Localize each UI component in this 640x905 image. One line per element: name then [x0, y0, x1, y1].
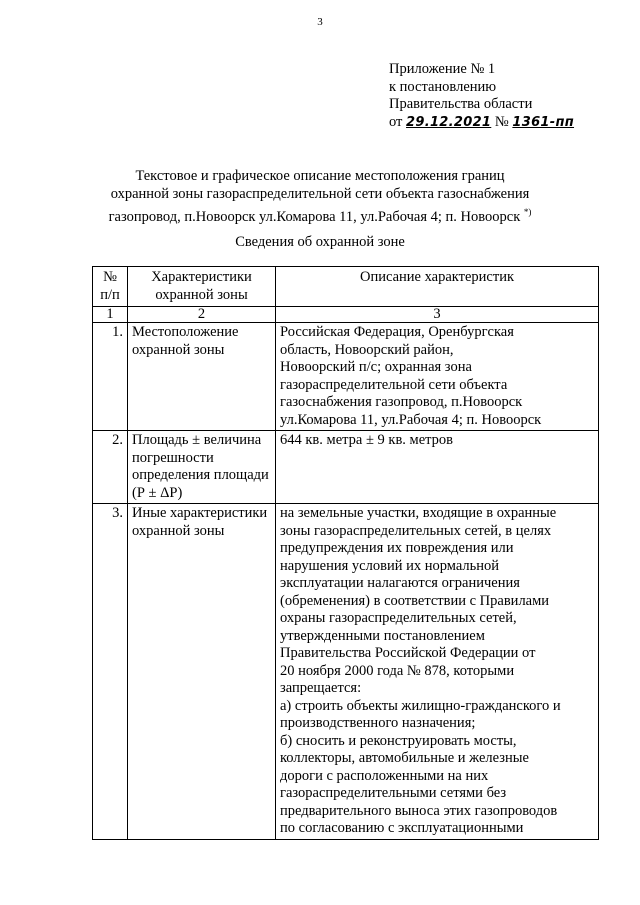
row-number: 1. — [93, 323, 128, 431]
page-number: 3 — [317, 16, 323, 28]
description-line: а) строить объекты жилищно-гражданского и — [280, 697, 561, 714]
description-line: нарушения условий их нормальной — [280, 557, 500, 574]
table-row — [93, 504, 599, 840]
footnote-mark: *) — [523, 207, 532, 217]
description-line: Правительства Российской Федерации от — [280, 645, 536, 661]
row-description — [276, 504, 599, 840]
title-line-2: охранной зоны газораспределительной сети объекта газоснабжения — [110, 186, 530, 202]
description-line: дороги с расположенными на них — [280, 767, 489, 784]
description-line: 20 ноября 2000 года № 878, которыми — [280, 662, 515, 679]
table-header-row — [93, 267, 599, 307]
appendix-line-3: Правительства области — [389, 96, 533, 112]
row-number: 2. — [93, 431, 128, 504]
description-line: газоснабжения газопровод, п.Новоорск — [280, 394, 523, 410]
description-line: охраны газораспределительных сетей, — [280, 610, 517, 626]
column-number: 1 — [93, 307, 128, 323]
description-line: предварительного выноса этих газопроводов — [280, 802, 558, 819]
description-line: по согласованию с эксплуатационными — [280, 820, 524, 836]
description-line: газораспределительными сетями без — [280, 785, 507, 801]
table-row — [93, 431, 599, 504]
title-line-1: Текстовое и графическое описание местоположения границ — [135, 168, 505, 184]
title-line-3-text: газопровод, п.Новоорск ул.Комарова 11, ул.Рабочая 4; п. Новоорск — [108, 208, 521, 225]
description-line: б) сносить и реконструировать мосты, — [280, 732, 517, 749]
row-characteristic: Местоположение охранной зоны — [128, 323, 276, 431]
section-subtitle: Сведения об охранной зоне — [235, 234, 405, 250]
header-description: Описание характеристик — [276, 267, 599, 307]
appendix-line-2: к постановлению — [389, 78, 497, 95]
table-row — [93, 323, 599, 431]
handwritten-number: 1361-пп — [512, 114, 575, 130]
description-line: коллекторы, автомобильные и железные — [280, 750, 529, 766]
appendix-line-1: Приложение № 1 — [389, 61, 496, 77]
description-line: ул.Комарова 11, ул.Рабочая 4; п. Новоорск — [280, 411, 542, 428]
row-number: 3. — [93, 504, 128, 840]
row-characteristic: Площадь ± величина погрешности определения площади (Р ± ΔР) — [128, 431, 276, 504]
table-body — [93, 323, 599, 840]
description-line: Российская Федерация, Оренбургская — [280, 324, 514, 340]
description-line: эксплуатации налагаются ограничения — [280, 575, 520, 591]
description-line: зоны газораспределительных сетей, в целях — [280, 522, 552, 539]
handwritten-date: 29.12.2021 — [406, 114, 492, 130]
from-label: от — [389, 113, 403, 130]
description-line: предупреждения их повреждения или — [280, 540, 514, 556]
header-number: № п/п — [93, 267, 128, 307]
appendix-block — [389, 61, 574, 131]
appendix-date-line — [389, 114, 574, 132]
description-line: 644 кв. метра ± 9 кв. метров — [280, 432, 454, 448]
description-line: производственного назначения; — [280, 715, 476, 731]
description-line: область, Новоорский район, — [280, 341, 454, 358]
description-line: Новоорский п/с; охранная зона — [280, 359, 472, 375]
row-characteristic: Иные характеристики охранной зоны — [128, 504, 276, 840]
row-description — [276, 323, 599, 431]
header-characteristics: Характеристики охранной зоны — [128, 267, 276, 307]
column-number: 2 — [128, 307, 276, 323]
title-line-3 — [60, 203, 580, 226]
description-line: утвержденными постановлением — [280, 627, 485, 644]
number-label: № — [494, 113, 509, 130]
description-line: запрещается: — [280, 680, 362, 696]
column-number-row — [93, 307, 599, 323]
column-number: 3 — [276, 307, 599, 323]
document-title — [60, 167, 580, 226]
description-line: (обременения) в соответствии с Правилами — [280, 592, 550, 609]
description-line: газораспределительной сети объекта — [280, 376, 508, 393]
protection-zone-table — [92, 266, 599, 840]
row-description — [276, 431, 599, 504]
description-line: на земельные участки, входящие в охранные — [280, 505, 557, 521]
